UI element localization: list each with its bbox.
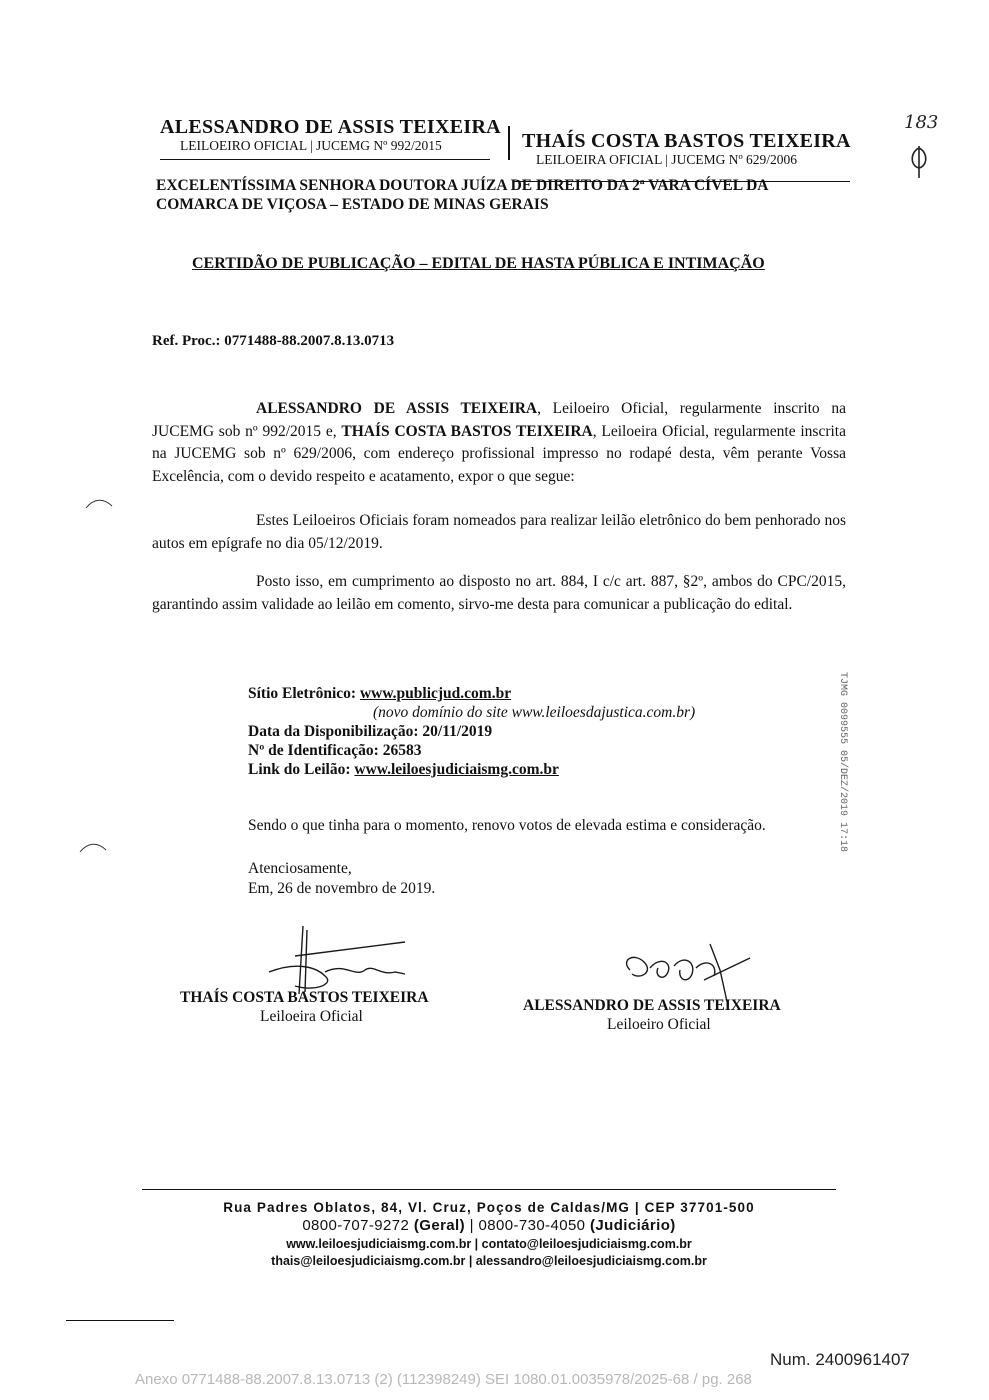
auction-link[interactable]: www.leiloesjudiciaismg.com.br [354,761,559,778]
handwritten-mark-icon [906,144,932,180]
side-protocol-stamp: TJMG 0099555 05/DEZ/2019 17:18 [837,672,848,853]
process-reference: Ref. Proc.: 0771488-88.2007.8.13.0713 [152,333,395,349]
signature-name-thais: THAÍS COSTA BASTOS TEIXEIRA [180,989,429,1006]
auctioneer-name-1: ALESSANDRO DE ASSIS TEIXEIRA [256,400,538,417]
date-row [248,722,695,741]
closing-text: Sendo o que tinha para o momento, renovo votos de elevada estima e consideração. [248,817,766,834]
certificate-title: CERTIDÃO DE PUBLICAÇÃO – EDITAL DE HASTA PÚBLICA E INTIMAÇÃO [192,255,765,272]
date-value: 20/11/2019 [422,723,493,740]
closing-regards: Atenciosamente, [248,860,352,877]
paragraph-intro [152,398,846,488]
paragraph-appointment-text: Estes Leiloeiros Oficiais foram nomeados para realizar leilão eletrônico do bem penhorado nos autos em epígrafe no dia 05/12/2019. [152,512,846,552]
annex-footer: Anexo 0771488-88.2007.8.13.0713 (2) (112398249) SEI 1080.01.0035978/2025-68 / pg. 268 [135,1371,752,1388]
footer-phone-geral: 0800-707-9272 [302,1217,410,1234]
site-row [248,684,695,703]
header-left-rule [160,159,490,160]
footer-judicial-label: (Judiciário) [590,1217,676,1234]
bottom-left-rule [66,1320,174,1321]
paragraph-intro-text-2: , Leiloeira Oficial, regularmente inscrita na JUCEMG sob nº 629/2006, com endereço profissional impresso no rodapé desta, vêm perante Vossa Excelência, com o devido respeito e acatamento, expor o que segue: [152,422,846,485]
paragraph-publication-text: Posto isso, em cumprimento ao disposto no art. 884, I c/c art. 887, §2º, ambos do CPC/2015, garantindo assim validade ao leilão em comento, sirvo-me desta para comunicar a publicação do edital. [152,573,846,613]
header-left-name: ALESSANDRO DE ASSIS TEIXEIRA [160,116,501,138]
signature-role-alessandro: Leiloeiro Oficial [607,1016,711,1033]
footer-rule [142,1189,836,1190]
auctioneer-name-2: THAÍS COSTA BASTOS TEIXEIRA [341,422,593,440]
scan-mark-icon [84,496,114,510]
date-label: Data da Disponibilização: [248,723,423,740]
document-number: Num. 2400961407 [770,1350,910,1369]
footer-geral-label: (Geral) [413,1217,466,1234]
scan-mark-icon [78,840,108,854]
addressee-line-2: COMARCA DE VIÇOSA – ESTADO DE MINAS GERAIS [156,196,549,213]
closing-date: Em, 26 de novembro de 2019. [248,880,436,897]
site-note: (novo domínio do site www.leiloesdajustica.com.br) [373,704,696,721]
link-label: Link do Leilão: [248,761,355,778]
header-divider [508,126,510,160]
id-row [248,741,695,760]
footer-address: Rua Padres Oblatos, 84, Vl. Cruz, Poços de Caldas/MG | CEP 37701-500 [223,1200,755,1215]
signature-role-thais: Leiloeira Oficial [260,1008,363,1025]
id-value: 26583 [382,742,422,759]
id-label: Nº de Identificação: [248,742,383,759]
site-label: Sítio Eletrônico: [248,685,360,702]
header-right-name: THAÍS COSTA BASTOS TEIXEIRA [522,130,851,152]
signature-name-alessandro: ALESSANDRO DE ASSIS TEIXEIRA [523,997,781,1014]
link-row [248,760,695,779]
addressee-line-1: EXCELENTÍSSIMA SENHORA DOUTORA JUÍZA DE DIREITO DA 2ª VARA CÍVEL DA [156,177,769,194]
page-mark-handwritten: 183 [904,112,939,133]
footer-web-line: www.leiloesjudiciaismg.com.br | contato@leiloesjudiciaismg.com.br [286,1237,692,1251]
header-right-subtitle: LEILOEIRA OFICIAL | JUCEMG Nº 629/2006 [536,152,798,167]
paragraph-intro-text-1: , Leiloeiro Oficial, regularmente inscrito na JUCEMG sob nº 992/2015 e, [152,400,846,440]
site-link[interactable]: www.publicjud.com.br [359,685,512,702]
publication-info [248,684,695,779]
paragraph-publication [152,571,846,616]
paragraph-appointment [152,510,846,555]
footer-phone-judicial: 0800-730-4050 [478,1217,586,1234]
header-left-subtitle: LEILOEIRO OFICIAL | JUCEMG Nº 992/2015 [180,138,442,153]
footer-phones: 0800-707-9272 (Geral) | 0800-730-4050 (Judiciário) [302,1217,676,1234]
footer-email-line: thais@leiloesjudiciaismg.com.br | alessandro@leiloesjudiciaismg.com.br [271,1254,707,1268]
